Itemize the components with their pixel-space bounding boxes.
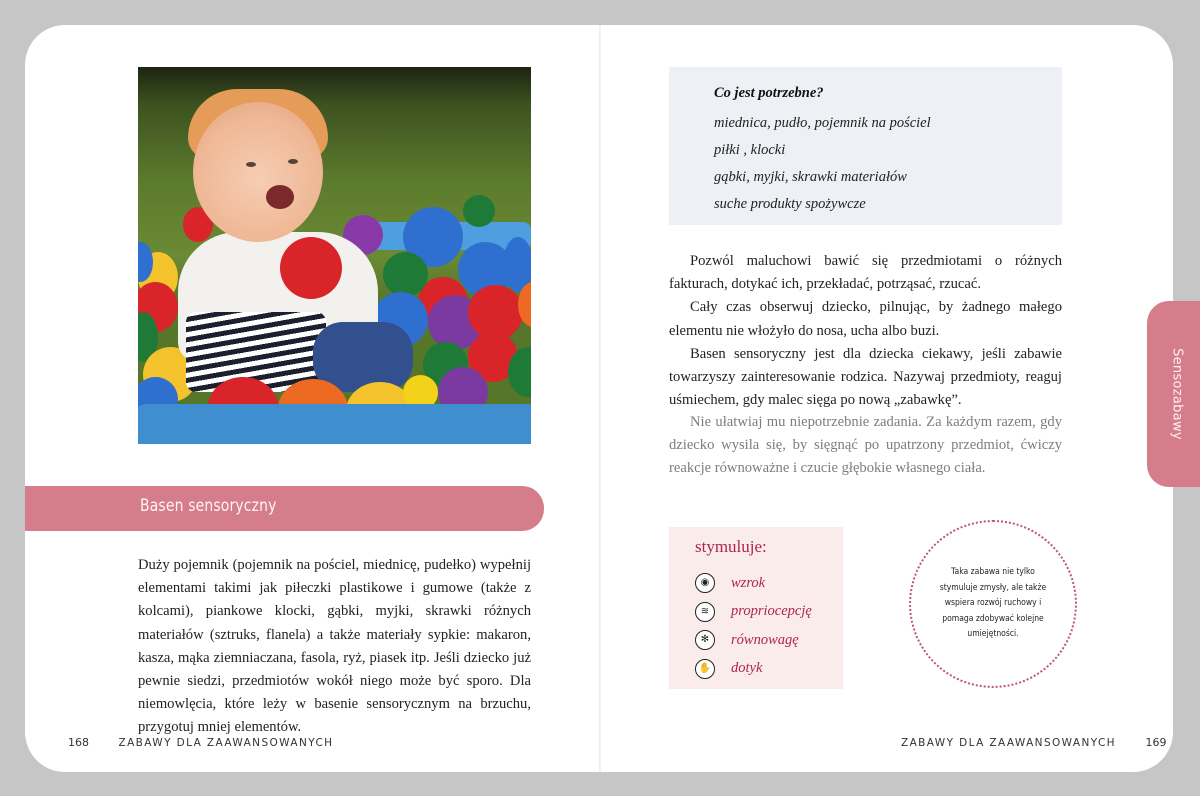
right-paragraph: Cały czas obserwuj dziecko, pilnując, by żadnego małego elementu nie włożyło do nosa, ucha albo buzi.	[669, 299, 1062, 339]
tip-bubble-text: Taka zabawa nie tylko stymuluje zmysły, ale także wspiera rozwój ruchowy i pomaga zdobywać kolejne umiejętności.	[939, 567, 1047, 640]
stimulates-box	[669, 527, 843, 689]
chapter-side-tab-label: Sensozabawy	[1169, 348, 1185, 440]
right-footer	[901, 736, 1166, 749]
photo-ball-pit	[138, 404, 531, 444]
requirement-item: miednica, pudło, pojemnik na pościel	[714, 115, 931, 131]
section-title-band	[25, 486, 544, 531]
stimulates-list	[695, 569, 812, 683]
photo-baby-face	[193, 102, 323, 242]
section-title: Basen sensoryczny	[140, 496, 277, 516]
stimulates-item-touch: ✋ dotyk	[695, 655, 812, 684]
stimulates-item-balance: ✻ równowagę	[695, 626, 812, 655]
fingerprint-icon: ≋	[695, 602, 715, 622]
left-body-text	[138, 554, 531, 740]
eye-icon: ◉	[695, 573, 715, 593]
page-number-left: 168	[68, 736, 89, 749]
requirements-box	[669, 67, 1062, 225]
left-paragraph: Duży pojemnik (pojemnik na pościel, miednicę, pudełko) wypełnij elementami takimi jak piłeczki plastikowe i gumowe (także z kolcami), piankowe klocki, gąbki, myjki, skrawki różnych materiałów (sztruks, flanela) a także materiały sypkie: makaron, kasza, mąka ziemniaczana, fasola, ryż, piasek itp. Jeśli dziecko już pewnie siedzi, przedmiotów wokół niego może być sporo. Dla niemowlęcia, które leży w basenie sensorycznym na brzuchu, przygotuj mniej elementów.	[138, 557, 531, 736]
page-number-right: 169	[1145, 736, 1167, 749]
requirement-item: suche produkty spożywcze	[714, 196, 866, 212]
photo-baby-mouth	[266, 185, 294, 209]
stimulates-title: stymuluje:	[695, 537, 767, 556]
book-spread	[25, 25, 1185, 772]
book-spine	[599, 25, 601, 772]
running-head-right: ZABAWY DLA ZAAWANSOWANYCH	[901, 737, 1116, 749]
tip-bubble	[909, 520, 1077, 688]
stimulates-item-proprioception: ≋ propriocepcję	[695, 598, 812, 627]
baby-ball-pit-photo	[138, 67, 531, 444]
requirement-item: gąbki, myjki, skrawki materiałów	[714, 169, 907, 185]
running-head-left: ZABAWY DLA ZAAWANSOWANYCH	[118, 737, 334, 749]
right-paragraph: Pozwól maluchowi bawić się przedmiotami o różnych fakturach, dotykać ich, przekładać, potrząsać, rzucać.	[669, 253, 1062, 293]
vitruvian-man-icon: ✻	[695, 630, 715, 650]
left-footer	[68, 736, 333, 749]
note-paragraph: Nie ułatwiaj mu niepotrzebnie zadania. Za każdym razem, gdy dziecko wysila się, by sięgnąć po upatrzony przedmiot, ćwiczy reakcje równoważne i czucie głębokie własnego ciała.	[669, 414, 1062, 477]
photo-red-ball-held	[280, 237, 342, 299]
chapter-side-tab[interactable]	[1147, 301, 1200, 487]
requirement-item: piłki , klocki	[714, 142, 786, 158]
right-body-text	[669, 250, 1062, 412]
right-paragraph: Basen sensoryczny jest dla dziecka ciekawy, jeśli zabawie towarzyszy zainteresowanie rodzica. Nazywaj przedmioty, reaguj uśmiechem, gdy malec sięga po nową „zabawkę”.	[669, 345, 1062, 409]
note-text	[669, 411, 1062, 481]
stimulates-item-sight: ◉ wzrok	[695, 569, 812, 598]
hand-icon: ✋	[695, 659, 715, 679]
requirements-title: Co jest potrzebne?	[714, 85, 824, 101]
